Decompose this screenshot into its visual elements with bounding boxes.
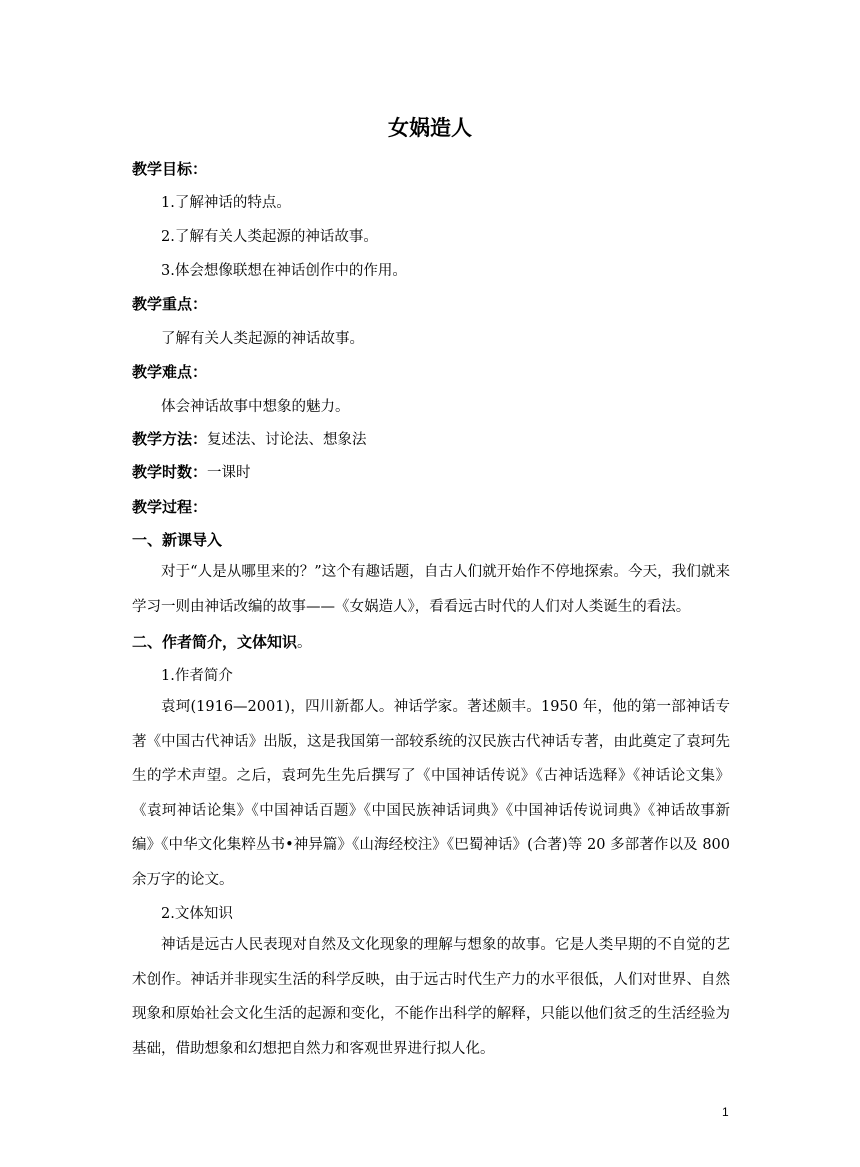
author-paragraph: 袁珂(1916—2001)，四川新都人。神话学家。著述颇丰。1950 年，他的第一部神话专著《中国古代神话》出版，这是我国第一部较系统的汉民族古代神话专著，由此奠定了袁珂先生的学术声望。之后，袁珂先生先后撰写了《中国神话传说》《古神话选释》《神话论文集》《袁珂神话论集》《中国神话百题》《中国民族神话词典》《中国神话传说词典》《神话故事新编》《中华文化集粹丛书•神异篇》《山海经校注》《巴蜀神话》(合著)等 20 多部著作以及 800 余万字的论文。 — [132, 699, 730, 888]
author-subheading: 1.作者简介 — [161, 668, 233, 684]
section2-heading: 二、作者简介，文体知识 — [132, 633, 298, 651]
difficulty-heading: 教学难点： — [132, 363, 208, 381]
difficulty-text: 体会神话故事中想象的魅力。 — [161, 399, 350, 415]
methods-line — [132, 428, 367, 449]
key-point-text: 了解有关人类起源的神话故事。 — [161, 331, 364, 347]
hours-heading: 教学时数： — [132, 463, 208, 481]
key-point-heading: 教学重点： — [132, 295, 208, 313]
goal-item-1: 1.了解神话的特点。 — [161, 195, 291, 211]
methods-text: 复述法、讨论法、想象法 — [207, 432, 367, 448]
goals-heading: 教学目标： — [132, 160, 208, 178]
intro-paragraph: 对于“人是从哪里来的？”这个有趣话题，自古人们就开始作不停地探索。今天，我们就来学习一则由神话改编的故事——《女娲造人》，看看远古时代的人们对人类诞生的看法。 — [132, 564, 730, 615]
page-number: 1 — [722, 1105, 729, 1119]
genre-paragraph: 神话是远古人民表现对自然及文化现象的理解与想象的故事。它是人类早期的不自觉的艺术创作。神话并非现实生活的科学反映，由于远古时代生产力的水平很低，人们对世界、自然现象和原始社会文化生活的起源和变化，不能作出科学的解释，只能以他们贫乏的生活经验为基础，借助想象和幻想把自然力和客观世界进行拟人化。 — [132, 937, 730, 1057]
methods-heading: 教学方法： — [132, 430, 208, 448]
goal-item-2: 2.了解有关人类起源的神话故事。 — [161, 229, 378, 245]
section2-heading-line — [132, 631, 312, 652]
process-heading: 教学过程： — [132, 498, 208, 516]
genre-subheading: 2.文体知识 — [161, 906, 233, 922]
section1-heading: 一、新课导入 — [132, 531, 223, 549]
goal-item-3: 3.体会想像联想在神话创作中的作用。 — [161, 263, 407, 279]
hours-text: 一课时 — [207, 465, 251, 481]
section2-heading-tail: 。 — [297, 635, 312, 651]
hours-line — [132, 461, 251, 482]
document-title: 女娲造人 — [388, 116, 472, 140]
